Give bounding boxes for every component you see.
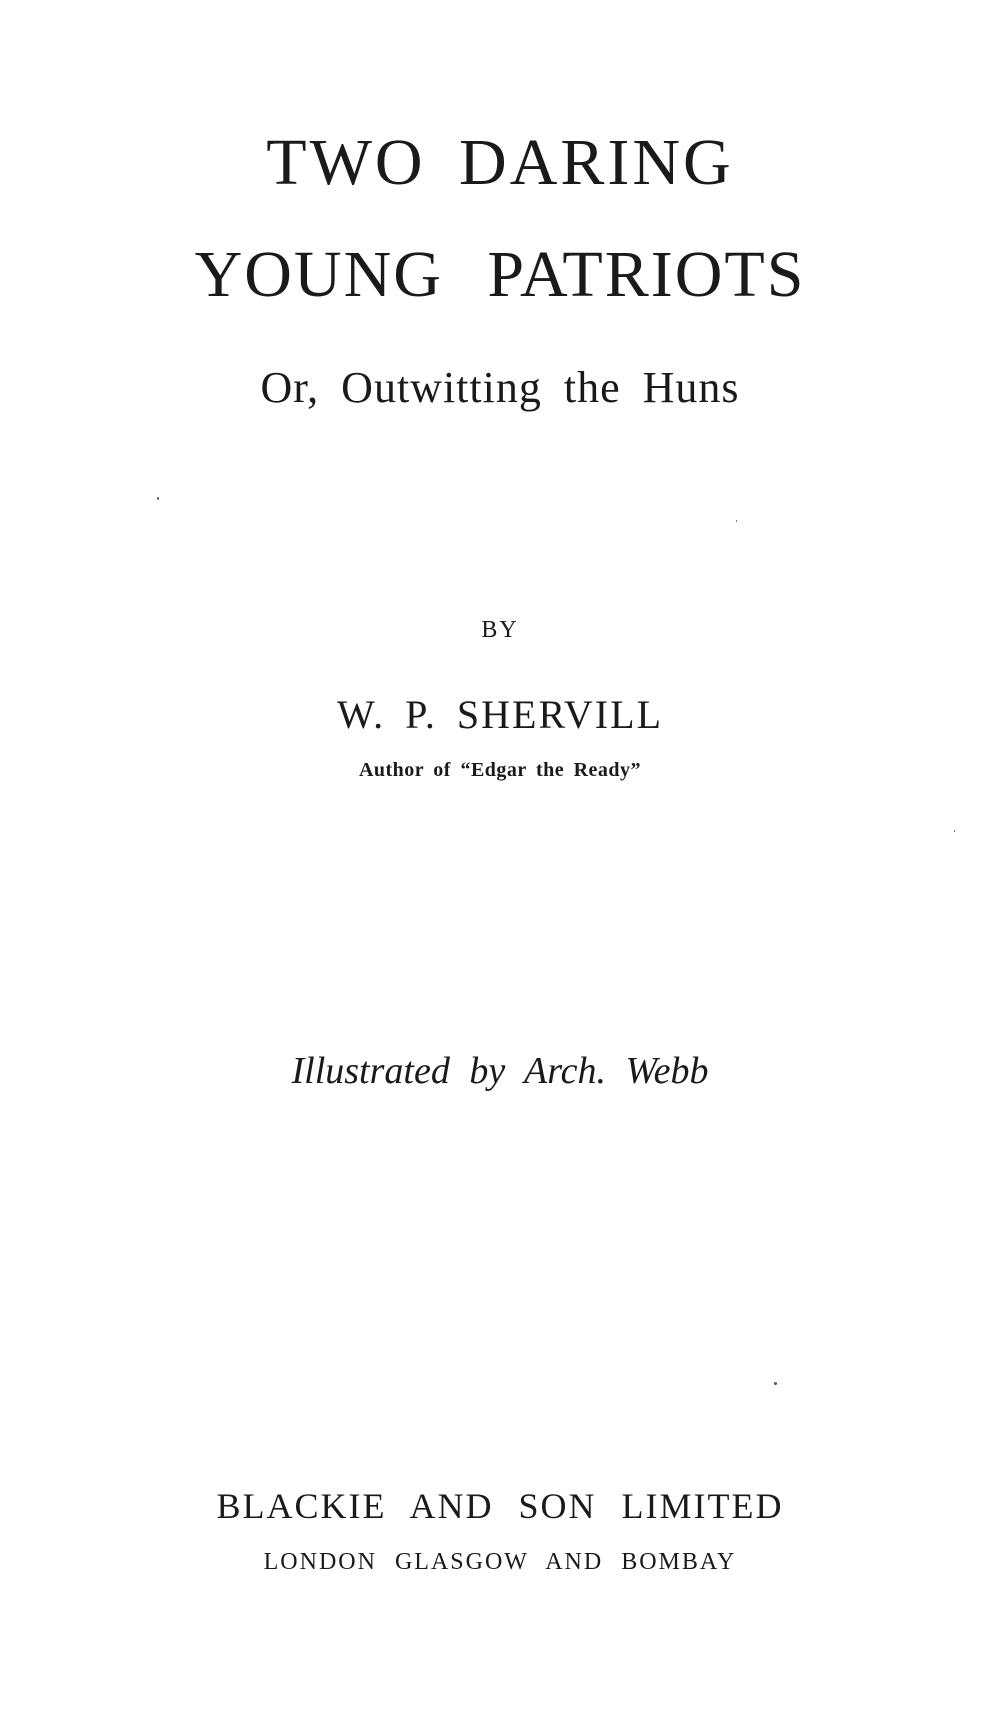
book-subtitle: Or, Outwitting the Huns bbox=[260, 363, 740, 412]
author-note: Author of “Edgar the Ready” bbox=[358, 759, 642, 781]
by-label: BY bbox=[481, 617, 519, 643]
publisher-cities: LONDON GLASGOW AND BOMBAY bbox=[263, 1549, 737, 1575]
illustrator-credit: Illustrated by Arch. Webb bbox=[291, 1050, 709, 1092]
book-title-line-1: TWO DARING bbox=[266, 126, 734, 199]
publisher-name: BLACKIE AND SON LIMITED bbox=[216, 1486, 784, 1526]
scan-speck bbox=[774, 1382, 777, 1385]
author-name: W. P. SHERVILL bbox=[336, 692, 663, 737]
book-title-line-2: YOUNG PATRIOTS bbox=[194, 238, 806, 311]
scan-speck bbox=[954, 830, 955, 832]
scan-speck bbox=[736, 520, 737, 522]
scan-speck bbox=[157, 497, 159, 500]
